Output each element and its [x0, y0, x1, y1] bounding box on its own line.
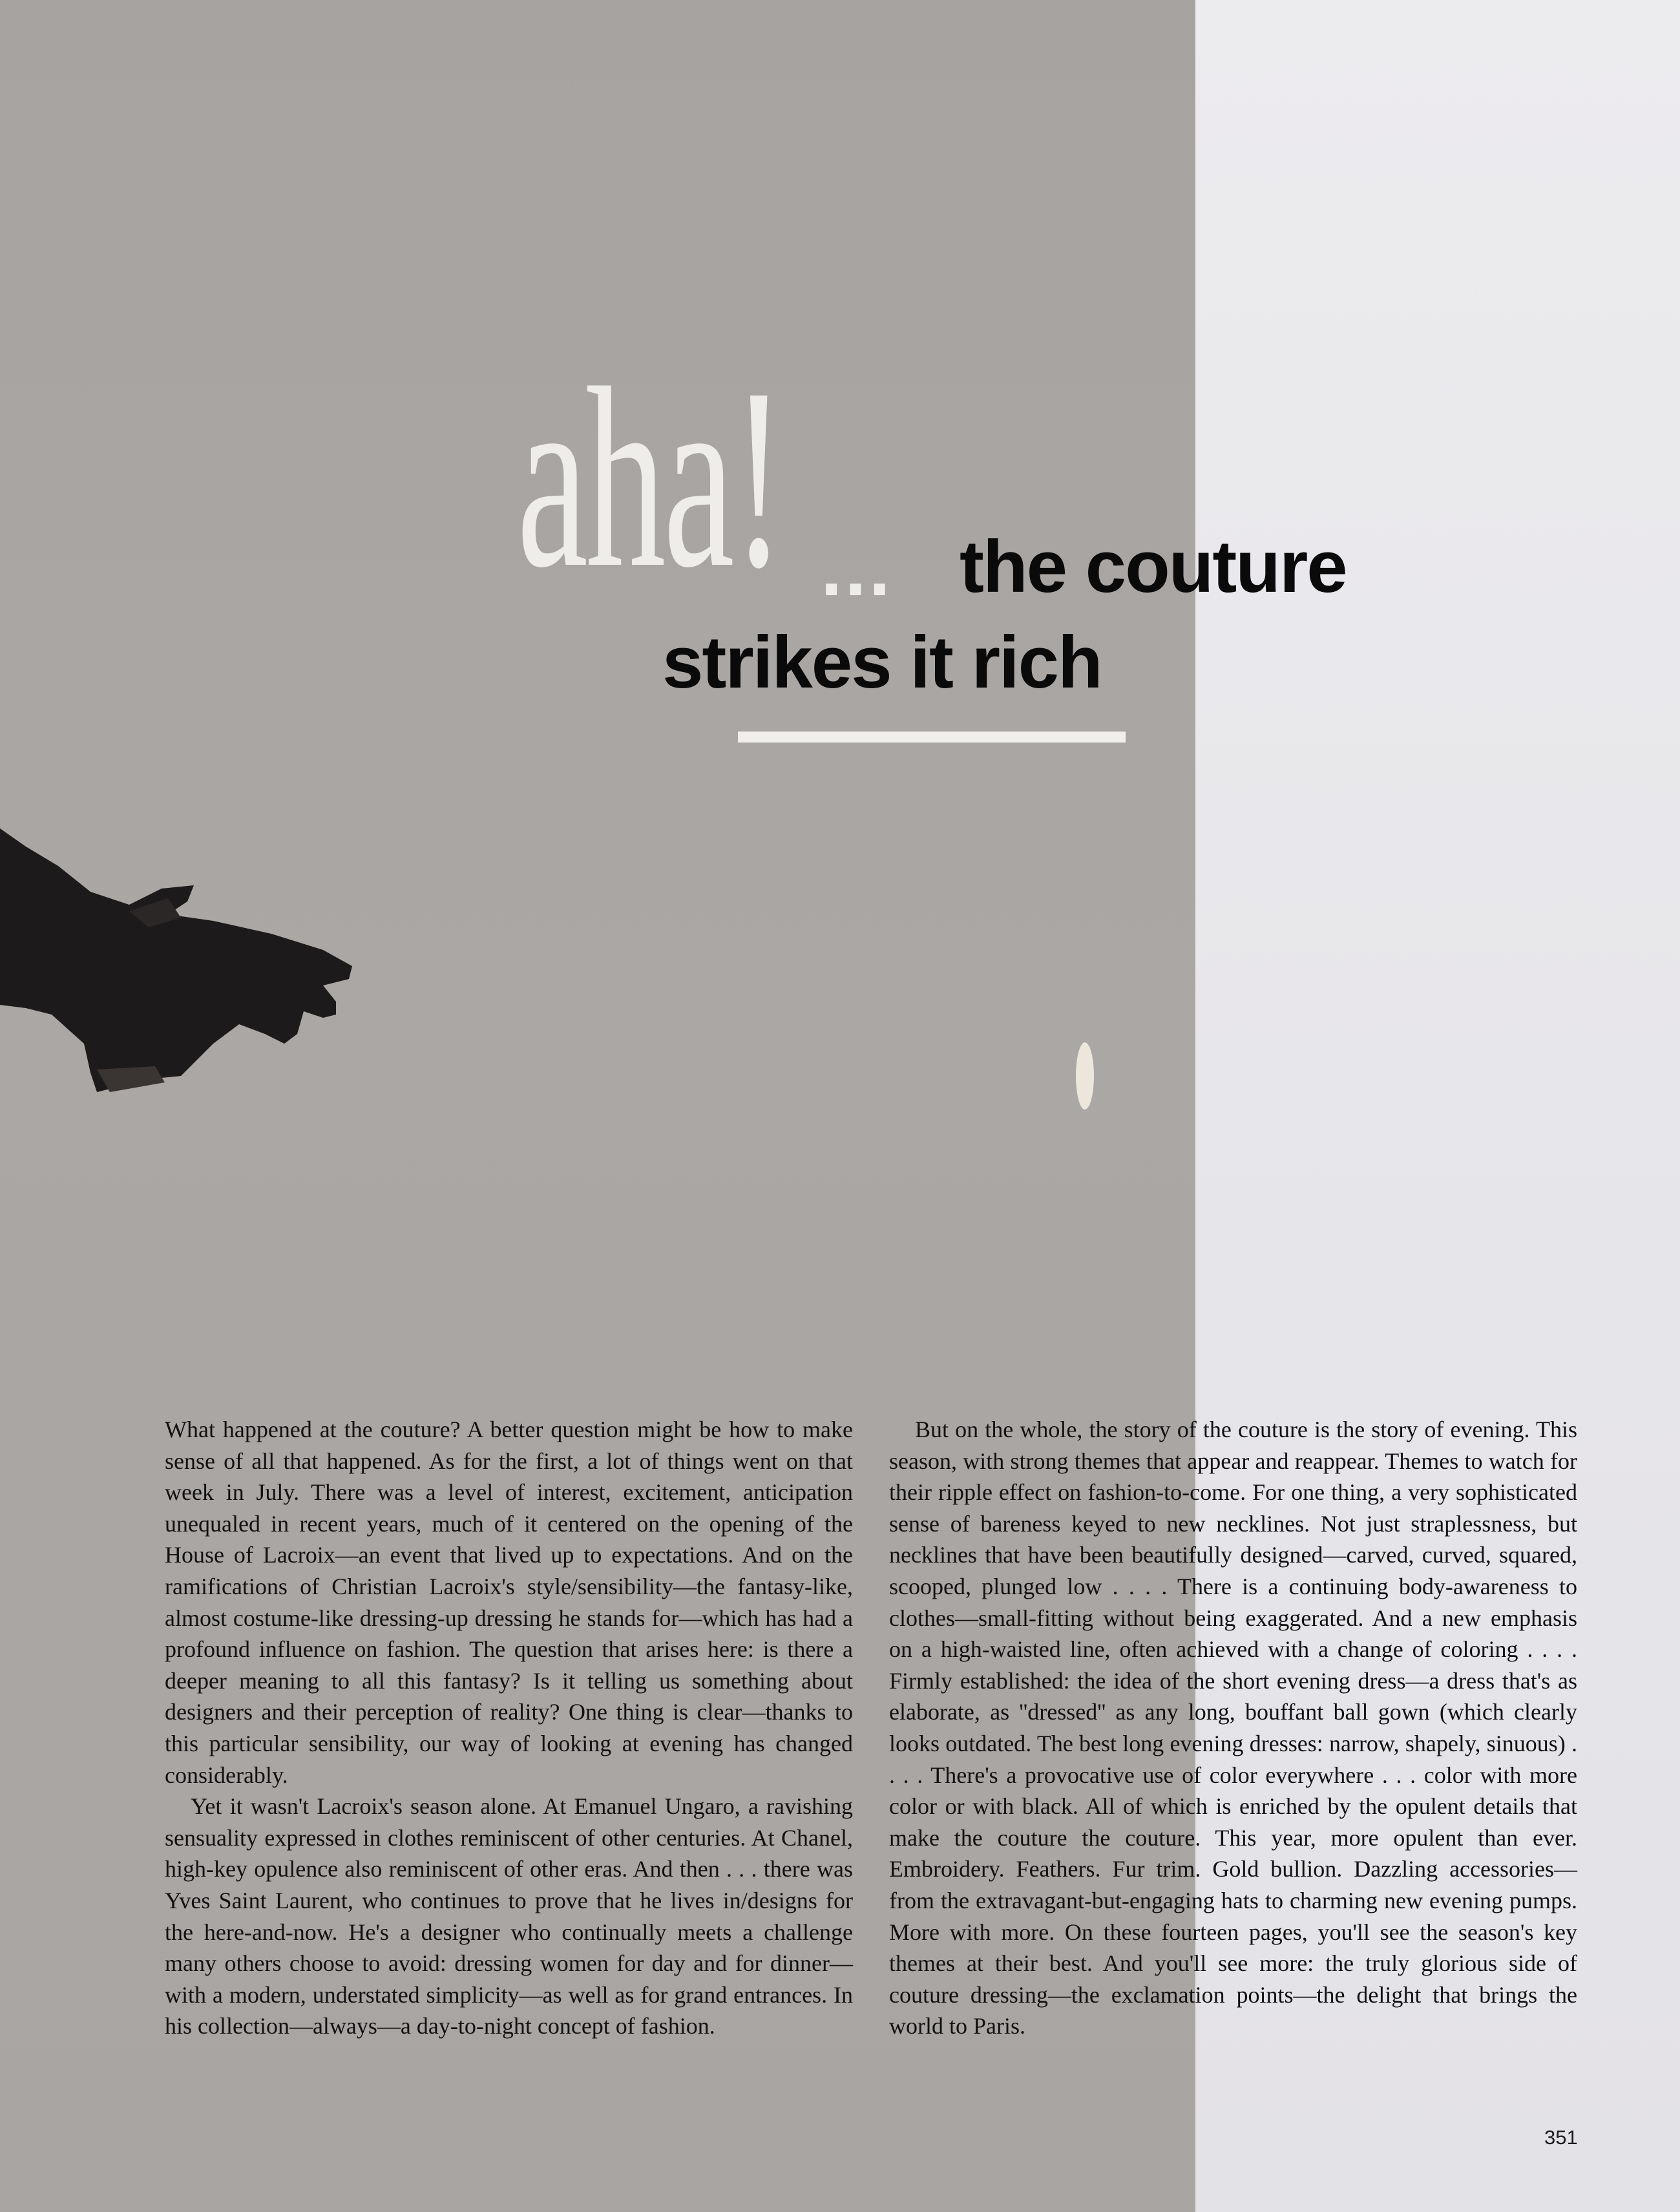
light-reflection-image: [1073, 1037, 1097, 1115]
article-column-left: [165, 1414, 853, 2042]
headline-title-line1: the couture: [960, 526, 1347, 608]
headline-ellipsis: ...: [821, 525, 894, 612]
headline-rule: [738, 732, 1126, 743]
page-number: 351: [1544, 2126, 1578, 2149]
article-column-right: [889, 1414, 1577, 2042]
headline: [0, 0, 1680, 775]
gloved-hand-image: [0, 821, 362, 1105]
headline-aha: aha!: [517, 335, 783, 621]
headline-title-line2: strikes it rich: [662, 622, 1102, 704]
article-paragraph: But on the whole, the story of the couture is the story of evening. This season, with strong themes that appear and reappear. Themes to watch for their ripple effect on fashion-to-come. For one thing, a very sophisticated sense of bareness keyed to new necklines. Not just straplessness, but necklines that have been beautifully designed—carved, curved, squared, scooped, plunged low . . . . There is a continuing body-awareness to clothes—small-fitting without being exaggerated. And a new emphasis on a high-waisted line, often achieved with a change of coloring . . . . Firmly established: the idea of the short evening dress—a dress that's as elaborate, as ''dressed'' as any long, bouffant ball gown (which clearly looks outdated. The best long evening dresses: narrow, shapely, sinuous) . . . . There's a provocative use of color everywhere . . . color with more color or with black. All of which is enriched by the opulent details that make the couture the couture. This year, more opulent than ever. Embroidery. Feathers. Fur trim. Gold bullion. Dazzling accessories—from the extravagant-but-engaging hats to charming new evening pumps. More with more. On these fourteen pages, you'll see the season's key themes at their best. And you'll see more: the truly glorious side of couture dressing—the exclamation points—the delight that brings the world to Paris.: [889, 1417, 1577, 2039]
article-paragraph: What happened at the couture? A better question might be how to make sense of all that happened. As for the first, a lot of things went on that week in July. There was a level of interest, excitement, anticipation unequaled in recent years, much of it centered on the opening of the House of Lacroix—an event that lived up to expectations. And on the ramifications of Christian Lacroix's style/sensibility—the fantasy-like, almost costume-like dressing-up dressing he stands for—which has had a profound influence on fashion. The question that arises here: is there a deeper meaning to all this fantasy? Is it telling us something about designers and their perception of reality? One thing is clear—thanks to this particular sensibility, our way of looking at evening has changed considerably.: [165, 1417, 853, 1788]
article-paragraph: Yet it wasn't Lacroix's season alone. At Emanuel Ungaro, a ravishing sensuality expressed in clothes reminiscent of other centuries. At Chanel, high-key opulence also reminiscent of other eras. And then . . . there was Yves Saint Laurent, who continues to prove that he lives in/designs for the here-and-now. He's a designer who continually meets a challenge many others choose to avoid: dressing women for day and for dinner—with a modern, understated simplicity—as well as for grand entrances. In his collection—always—a day-to-night concept of fashion.: [165, 1793, 853, 2039]
